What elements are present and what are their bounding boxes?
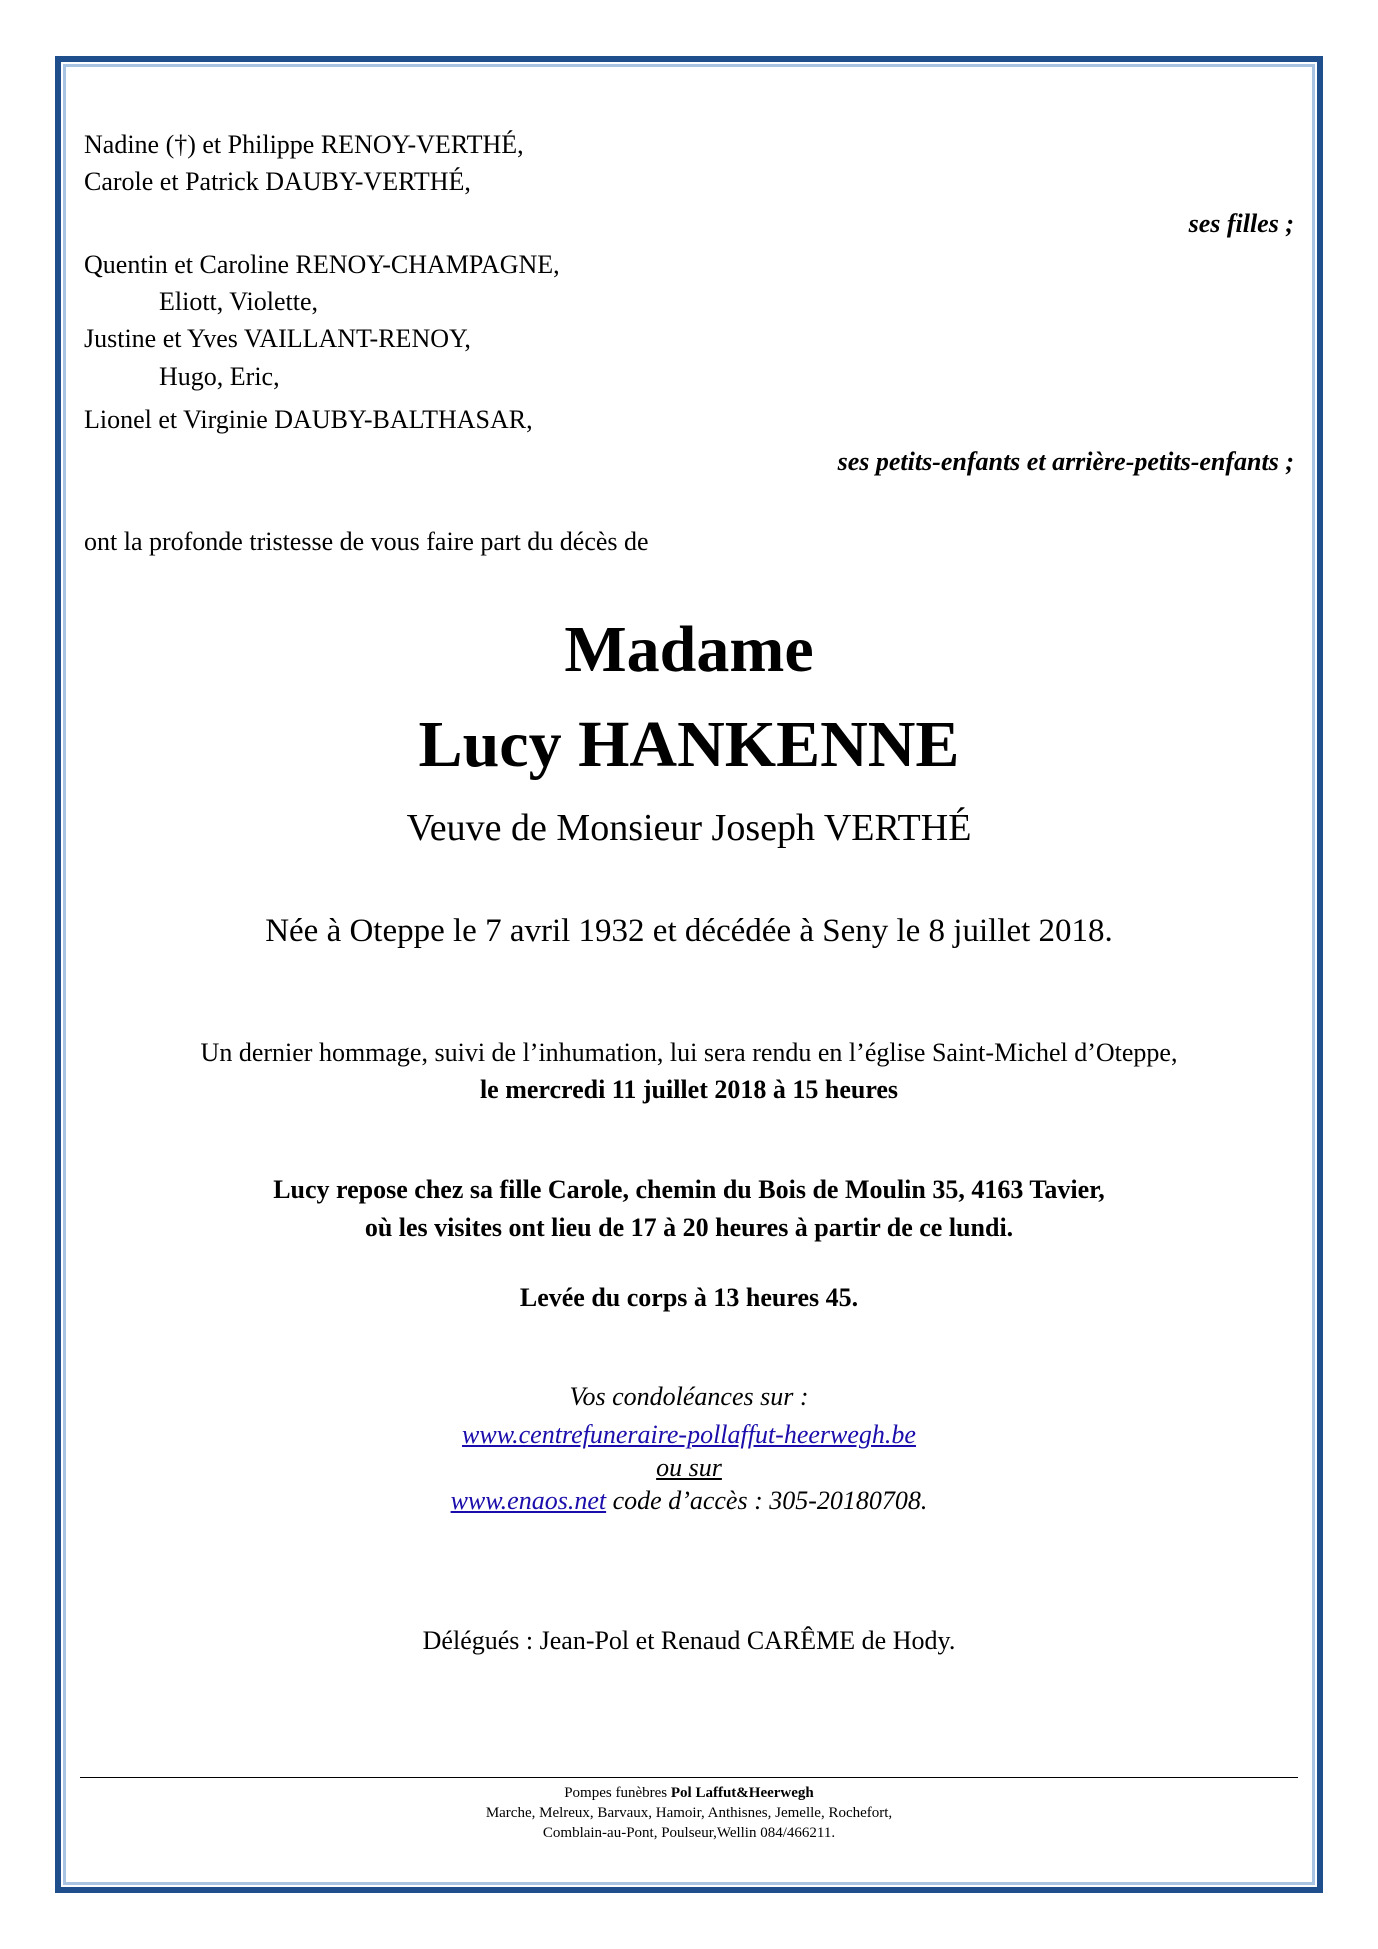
ceremony-text: Un dernier hommage, suivi de l’inhumation, lui sera rendu en l’église Saint-Michel d’Oteppe, — [200, 1038, 1178, 1067]
footer-divider — [80, 1777, 1298, 1778]
condolences-link-row — [0, 1420, 1378, 1450]
family-line: Justine et Yves VAILLANT-RENOY, — [84, 324, 471, 353]
widow-line: Veuve de Monsieur Joseph VERTHÉ — [406, 807, 972, 849]
family-line: Hugo, Eric, — [159, 362, 280, 391]
centrefuneraire-link[interactable]: www.centrefuneraire-pollaffut-heerwegh.be — [462, 1420, 916, 1449]
visits-text: Lucy repose chez sa fille Carole, chemin du Bois de Moulin 35, 4163 Tavier, — [273, 1175, 1105, 1204]
footer-company: Pol Laffut&Heerwegh — [670, 1785, 814, 1801]
deceased-title: Madame — [564, 613, 814, 686]
birth-death-dates: Née à Oteppe le 7 avril 1932 et décédée à Seny le 8 juillet 2018. — [265, 913, 1113, 949]
access-code: code d’accès : 305-20180708. — [606, 1486, 928, 1515]
daughters-label: ses filles ; — [1188, 209, 1294, 238]
levee-text: Levée du corps à 13 heures 45. — [519, 1283, 859, 1312]
grandchildren-label: ses petits-enfants et arrière-petits-enfants ; — [837, 447, 1294, 476]
family-line: Quentin et Caroline RENOY-CHAMPAGNE, — [84, 250, 560, 279]
or-label: ou sur — [656, 1453, 722, 1482]
or-text — [0, 1453, 1378, 1483]
delegates-text: Délégués : Jean-Pol et Renaud CARÊME de Hody. — [422, 1626, 956, 1655]
condolences-label: Vos condoléances sur : — [569, 1382, 809, 1411]
enaos-link[interactable]: www.enaos.net — [450, 1486, 607, 1515]
enaos-row — [0, 1486, 1378, 1516]
announcement-text: ont la profonde tristesse de vous faire part du décès de — [84, 527, 649, 556]
footer-line: Marche, Melreux, Barvaux, Hamoir, Anthisnes, Jemelle, Rochefort, — [485, 1805, 893, 1821]
family-line: Lionel et Virginie DAUBY-BALTHASAR, — [84, 405, 533, 434]
footer-line — [0, 1783, 1378, 1803]
family-line: Carole et Patrick DAUBY-VERTHÉ, — [84, 167, 471, 196]
family-line: Eliott, Violette, — [159, 287, 318, 316]
visits-text: où les visites ont lieu de 17 à 20 heures à partir de ce lundi. — [364, 1213, 1014, 1242]
family-line: Nadine (†) et Philippe RENOY-VERTHÉ, — [84, 130, 524, 159]
ceremony-date: le mercredi 11 juillet 2018 à 15 heures — [479, 1075, 899, 1104]
footer-prefix: Pompes funèbres — [564, 1785, 671, 1801]
deceased-name: Lucy HANKENNE — [418, 708, 960, 781]
footer-line: Comblain-au-Pont, Poulseur,Wellin 084/466211. — [542, 1825, 836, 1841]
